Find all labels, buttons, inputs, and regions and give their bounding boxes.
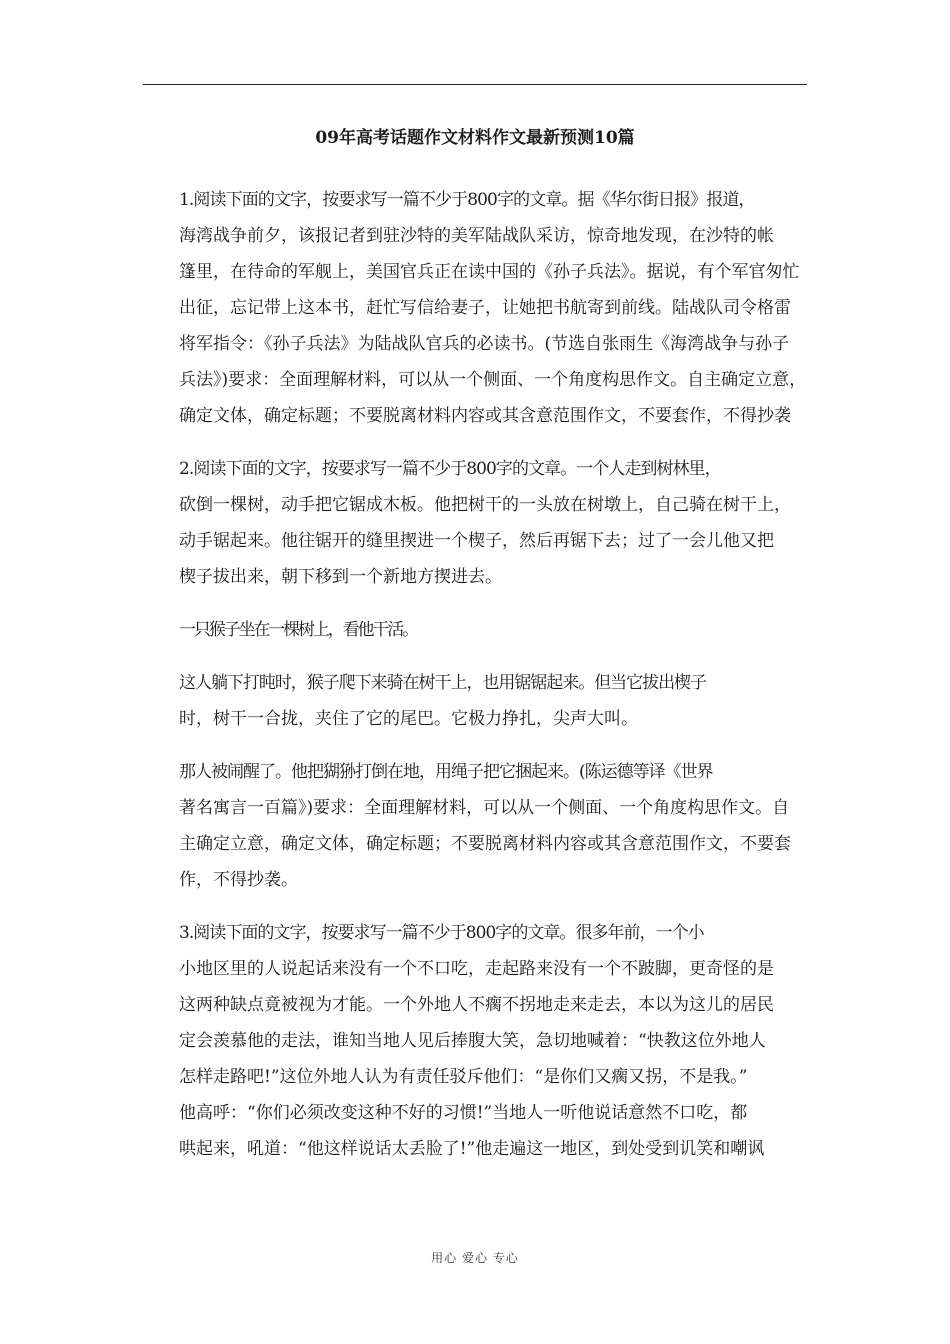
text-line: 1.阅读下面的文字，按要求写一篇不少于800字的文章。据《华尔街日报》报道， [179,190,755,210]
text-line: 兵法》)要求：全面理解材料，可以从一个侧面、一个角度构思作文。自主确定立意， [179,370,807,390]
document-title: 09年高考话题作文材料作文最新预测10篇 [315,128,635,148]
text-line: 篷里，在待命的军舰上，美国官兵正在读中国的《孙子兵法》。据说，有个军官匆忙 [179,262,800,282]
text-line: 怎样走路吧!”这位外地人认为有责任驳斥他们：“是你们又瘸又拐，不是我。” [179,1067,748,1087]
text-line: 小地区里的人说起话来没有一个不口吃，走起路来没有一个不跛脚，更奇怪的是 [179,959,774,979]
text-line: 这人躺下打盹时，猴子爬下来骑在树干上，也用锯锯起来。但当它拔出楔子 [179,673,706,693]
text-line: 这两种缺点竟被视为才能。一个外地人不瘸不拐地走来走去，本以为这儿的居民 [179,995,774,1015]
text-line: 那人被闹醒了。他把猢狲打倒在地，用绳子把它捆起来。(陈运德等译《世界 [179,762,713,782]
paragraph-1 [145,182,809,434]
text-line: 3.阅读下面的文字，按要求写一篇不少于800字的文章。很多年前，一个小 [179,923,704,943]
text-line: 主确定立意，确定文体，确定标题；不要脱离材料内容或其含意范围作文，不要套 [179,834,791,854]
text-line: 动手锯起来。他往锯开的缝里揳进一个楔子，然后再锯下去；过了一会儿他又把 [179,531,774,551]
paragraph-3 [145,612,809,648]
paragraph-6 [145,915,809,1167]
text-line: 2.阅读下面的文字，按要求写一篇不少于800字的文章。一个人走到树林里， [179,459,721,479]
text-line: 砍倒一棵树，动手把它锯成木板。他把树干的一头放在树墩上，自己骑在树干上， [179,495,791,515]
header-rule [143,84,807,85]
text-line: 他高呼：“你们必须改变这种不好的习惯!”当地人一听他说话意然不口吃，都 [179,1103,748,1123]
text-line: 定会羡慕他的走法，谁知当地人见后捧腹大笑，急切地喊着：“快教这位外地人 [179,1031,766,1051]
text-line: 著名寓言一百篇》)要求：全面理解材料，可以从一个侧面、一个角度构思作文。自 [179,798,790,818]
page-footer: 用心 爱心 专心 [431,1251,519,1265]
document-body [145,182,809,1167]
paragraph-4 [145,665,809,737]
paragraph-5 [145,754,809,898]
text-line: 时，树干一合拢，夹住了它的尾巴。它极力挣扎，尖声大叫。 [179,709,638,729]
text-line: 出征，忘记带上这本书，赶忙写信给妻子，让她把书航寄到前线。陆战队司令格雷 [179,298,791,318]
text-line: 作，不得抄袭。 [179,870,298,890]
text-line: 一只猴子坐在一棵树上，看他干活。 [179,620,417,640]
text-line: 哄起来，吼道：“他这样说话太丢脸了!”他走遍这一地区，到处受到讥笑和嘲讽 [179,1139,765,1159]
paragraph-2 [145,451,809,595]
text-line: 确定文体，确定标题；不要脱离材料内容或其含意范围作文，不要套作，不得抄袭 [179,406,791,426]
text-line: 海湾战争前夕，该报记者到驻沙特的美军陆战队采访，惊奇地发现，在沙特的帐 [179,226,774,246]
text-line: 将军指令：《孙子兵法》为陆战队官兵的必读书。(节选自张雨生《海湾战争与孙子 [179,334,790,354]
text-line: 楔子拔出来，朝下移到一个新地方揳进去。 [179,567,502,587]
